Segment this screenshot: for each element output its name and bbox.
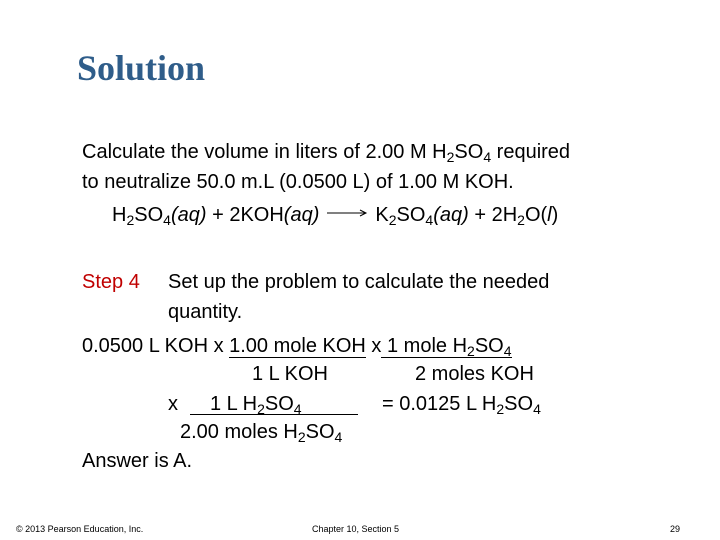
subscript: 2: [388, 212, 397, 228]
eq-part: ): [551, 204, 559, 226]
eq-part: H: [112, 204, 127, 226]
subscript: 2: [467, 343, 475, 359]
multiply-sign: x: [168, 393, 178, 415]
eq-part: + 2H: [468, 204, 518, 226]
question-text: Calculate the volume in liters of 2.00 M H: [82, 141, 447, 163]
footer-page-number: 29: [670, 524, 681, 534]
step-label: Step 4: [82, 271, 140, 293]
question-text: required: [491, 141, 571, 163]
reaction-arrow-icon: [325, 208, 369, 218]
question-line-2: to neutralize 50.0 m.L (0.0500 L) of 1.00 M KOH.: [82, 171, 514, 193]
work-line-1: [82, 331, 512, 361]
subscript: 2: [517, 212, 525, 228]
answer: Answer is A.: [82, 450, 193, 472]
den-part: 2.00 moles H: [180, 421, 298, 443]
eq-part: K: [375, 204, 389, 226]
fraction-2-denominator: 2 moles KOH: [415, 363, 534, 385]
num-part: 1 mole H: [386, 335, 468, 357]
subscript: 2: [297, 429, 306, 445]
eq-part: SO: [396, 204, 426, 226]
multiply-sign: x: [371, 335, 382, 357]
state-symbol: (aq): [283, 204, 320, 226]
den-part: SO: [305, 421, 335, 443]
subscript: 4: [163, 212, 171, 228]
subscript: 4: [503, 343, 512, 359]
eq-part: SO: [134, 204, 164, 226]
subscript: 2: [446, 149, 455, 165]
subscript: 4: [425, 212, 434, 228]
footer-copyright: © 2013 Pearson Education, Inc.: [16, 524, 144, 534]
result-part: SO: [504, 393, 534, 415]
fraction-3-bar: [190, 414, 358, 415]
fraction-1-denominator: 1 L KOH: [252, 363, 328, 385]
state-symbol: (aq): [170, 204, 207, 226]
fraction-2-numerator: [381, 335, 511, 358]
num-part: SO: [474, 335, 504, 357]
subscript: 2: [126, 212, 135, 228]
state-symbol: (aq): [433, 204, 469, 226]
question-text: SO: [454, 141, 484, 163]
subscript: 4: [533, 401, 541, 417]
eq-part: O(: [524, 204, 548, 226]
subscript: 4: [293, 401, 302, 417]
subscript: 2: [496, 401, 505, 417]
chemical-equation: [112, 200, 558, 230]
num-part: SO: [264, 393, 294, 415]
subscript: 4: [483, 149, 492, 165]
step-text-line-1: Set up the problem to calculate the needed: [168, 271, 550, 293]
work-start: 0.0500 L KOH x: [82, 335, 224, 357]
fraction-3-denominator: [180, 417, 342, 447]
num-part: 1 L H: [210, 393, 258, 415]
fraction-1-numerator: 1.00 mole KOH: [229, 335, 366, 357]
subscript: 2: [257, 401, 265, 417]
result: [382, 389, 541, 419]
subscript: 4: [334, 429, 343, 445]
question-line-1: [82, 137, 570, 167]
step-text-line-2: quantity.: [168, 301, 243, 323]
result-part: = 0.0125 L H: [382, 393, 497, 415]
slide-title: Solution: [77, 48, 206, 88]
state-symbol: l: [547, 204, 552, 226]
footer-chapter: Chapter 10, Section 5: [312, 524, 400, 534]
eq-part: + 2KOH: [206, 204, 284, 226]
